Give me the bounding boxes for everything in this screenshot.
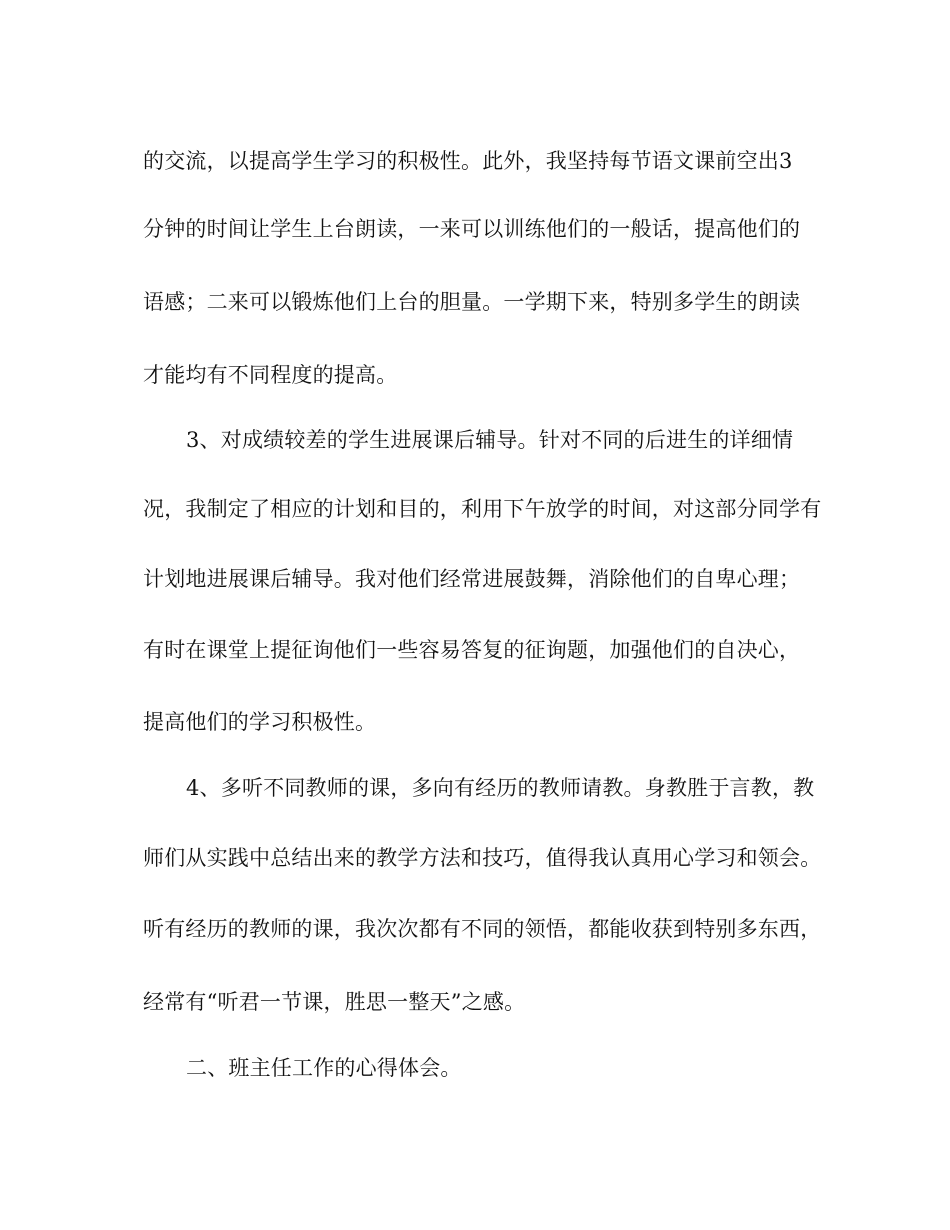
text-line-8: 有时在课堂上提征询他们一些容易答复的征询题，加强他们的自决心，	[143, 638, 801, 662]
text-line-10: 4、多听不同教师的课，多向有经历的教师请教。身教胜于言教，教	[186, 776, 815, 800]
text-line-12: 听有经历的教师的课，我次次都有不同的领悟，都能收获到特别多东西，	[143, 917, 822, 941]
text-line-11: 师们从实践中总结出来的教学方法和技巧，值得我认真用心学习和领会。	[143, 846, 822, 870]
text-line-6: 况，我制定了相应的计划和目的，利用下午放学的时间，对这部分同学有	[143, 497, 822, 521]
section-heading: 二、班主任工作的心得体会。	[186, 1056, 462, 1080]
text-line-1: 的交流，以提高学生学习的积极性。此外，我坚持每节语文课前空出3	[143, 149, 793, 173]
text-line-9: 提高他们的学习积极性。	[143, 710, 377, 734]
text-line-5: 3、对成绩较差的学生进展课后辅导。针对不同的后进生的详细情	[186, 428, 794, 452]
text-line-7: 计划地进展课后辅导。我对他们经常进展鼓舞，消除他们的自卑心理；	[143, 567, 801, 591]
text-line-4: 才能均有不同程度的提高。	[143, 363, 398, 387]
text-line-13: 经常有“听君一节课，胜思一整天”之感。	[143, 990, 526, 1014]
text-line-3: 语感；二来可以锻炼他们上台的胆量。一学期下来，特别多学生的朗读	[143, 290, 801, 314]
text-line-2: 分钟的时间让学生上台朗读，一来可以训练他们的一般话，提高他们的	[143, 217, 801, 241]
